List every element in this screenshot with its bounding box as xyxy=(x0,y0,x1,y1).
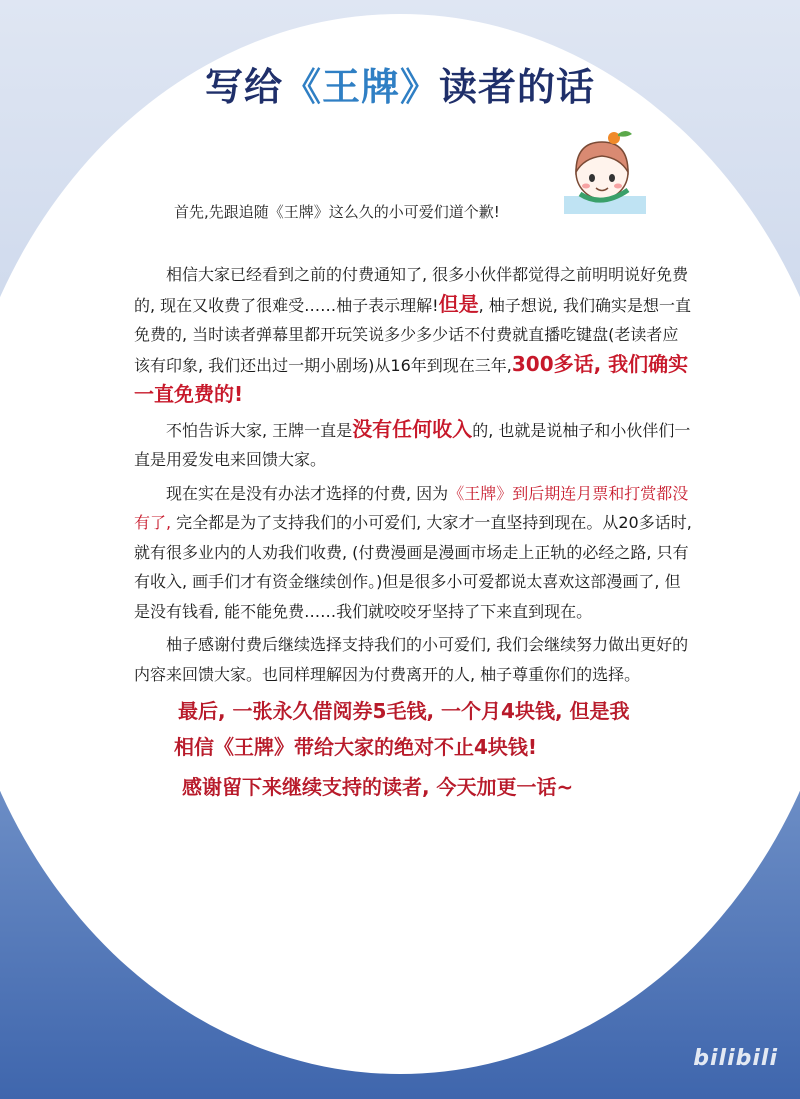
p1-highlight-but: 但是 xyxy=(438,291,479,316)
closing-line-1: 最后, 一张永久借阅券5毛钱, 一个月4块钱, 但是我 xyxy=(178,699,630,723)
p1-text-a: 相信大家已经看到之前的付费通知了, 很多小伙伴都觉得之前明明说好免费的, 现在又收费了很难受……柚子表示理解! xyxy=(134,265,689,315)
paragraph-3 xyxy=(134,479,694,627)
title-left: 写给 xyxy=(204,65,283,109)
paragraph-2 xyxy=(134,415,694,475)
page-title xyxy=(0,56,800,111)
mascot-girl-icon xyxy=(562,128,648,220)
closing-line-3: 感谢留下来继续支持的读者, 今天加更一话~ xyxy=(182,775,574,799)
p2-text-c: 的, 也就是说柚子和小伙伴们一直是用爱发电来回馈大家。 xyxy=(134,420,691,469)
p3-text-c: 完全都是为了支持我们的小可爱们, 大家才一直坚持到现在。从20多话时, 就有很多业内的人劝我们收费, (付费漫画是漫画市场走上正轨的必经之路, 只有有收入, 画手们才有资金继续创作。)但是很多小可爱都说太喜欢这部漫画了, 但是没有钱看, 能不能免费……我们就咬咬牙坚持了下来直到现在。 xyxy=(134,513,692,621)
title-right: 读者的话 xyxy=(439,65,596,109)
p1-text-c: , 柚子想说, 我们确实是想一直免费的, 当时读者弹幕里都开玩笑说多少多少话不付费就直播吃键盘(老读者应该有印象, 我们还出过一期小剧场)从16年到现在三年, xyxy=(134,295,691,375)
p3-text-a: 现在实在是没有办法才选择的付费, 因为 xyxy=(166,483,449,503)
intro-line: 首先,先跟追随《王牌》这么久的小可爱们道个歉! xyxy=(174,203,500,221)
p2-text-a: 不怕告诉大家, 王牌一直是 xyxy=(166,420,353,440)
letter-body xyxy=(134,260,694,805)
p3-highlight-tickets: 《王牌》到后期连月票和打赏都没有了, xyxy=(134,483,689,532)
closing-line-2: 相信《王牌》带给大家的绝对不止4块钱! xyxy=(174,735,538,759)
title-book-name: 《王牌》 xyxy=(282,65,439,109)
p1-highlight-300: 300多话, 我们确实一直免费的! xyxy=(134,351,689,406)
p2-highlight-no-income: 没有任何收入 xyxy=(352,416,473,441)
bilibili-watermark: bilibili xyxy=(693,1046,778,1071)
paragraph-1 xyxy=(134,260,694,411)
closing-remarks xyxy=(134,693,694,805)
paragraph-4: 柚子感谢付费后继续选择支持我们的小可爱们, 我们会继续努力做出更好的内容来回馈大家。也同样理解因为付费离开的人, 柚子尊重你们的选择。 xyxy=(134,635,689,684)
